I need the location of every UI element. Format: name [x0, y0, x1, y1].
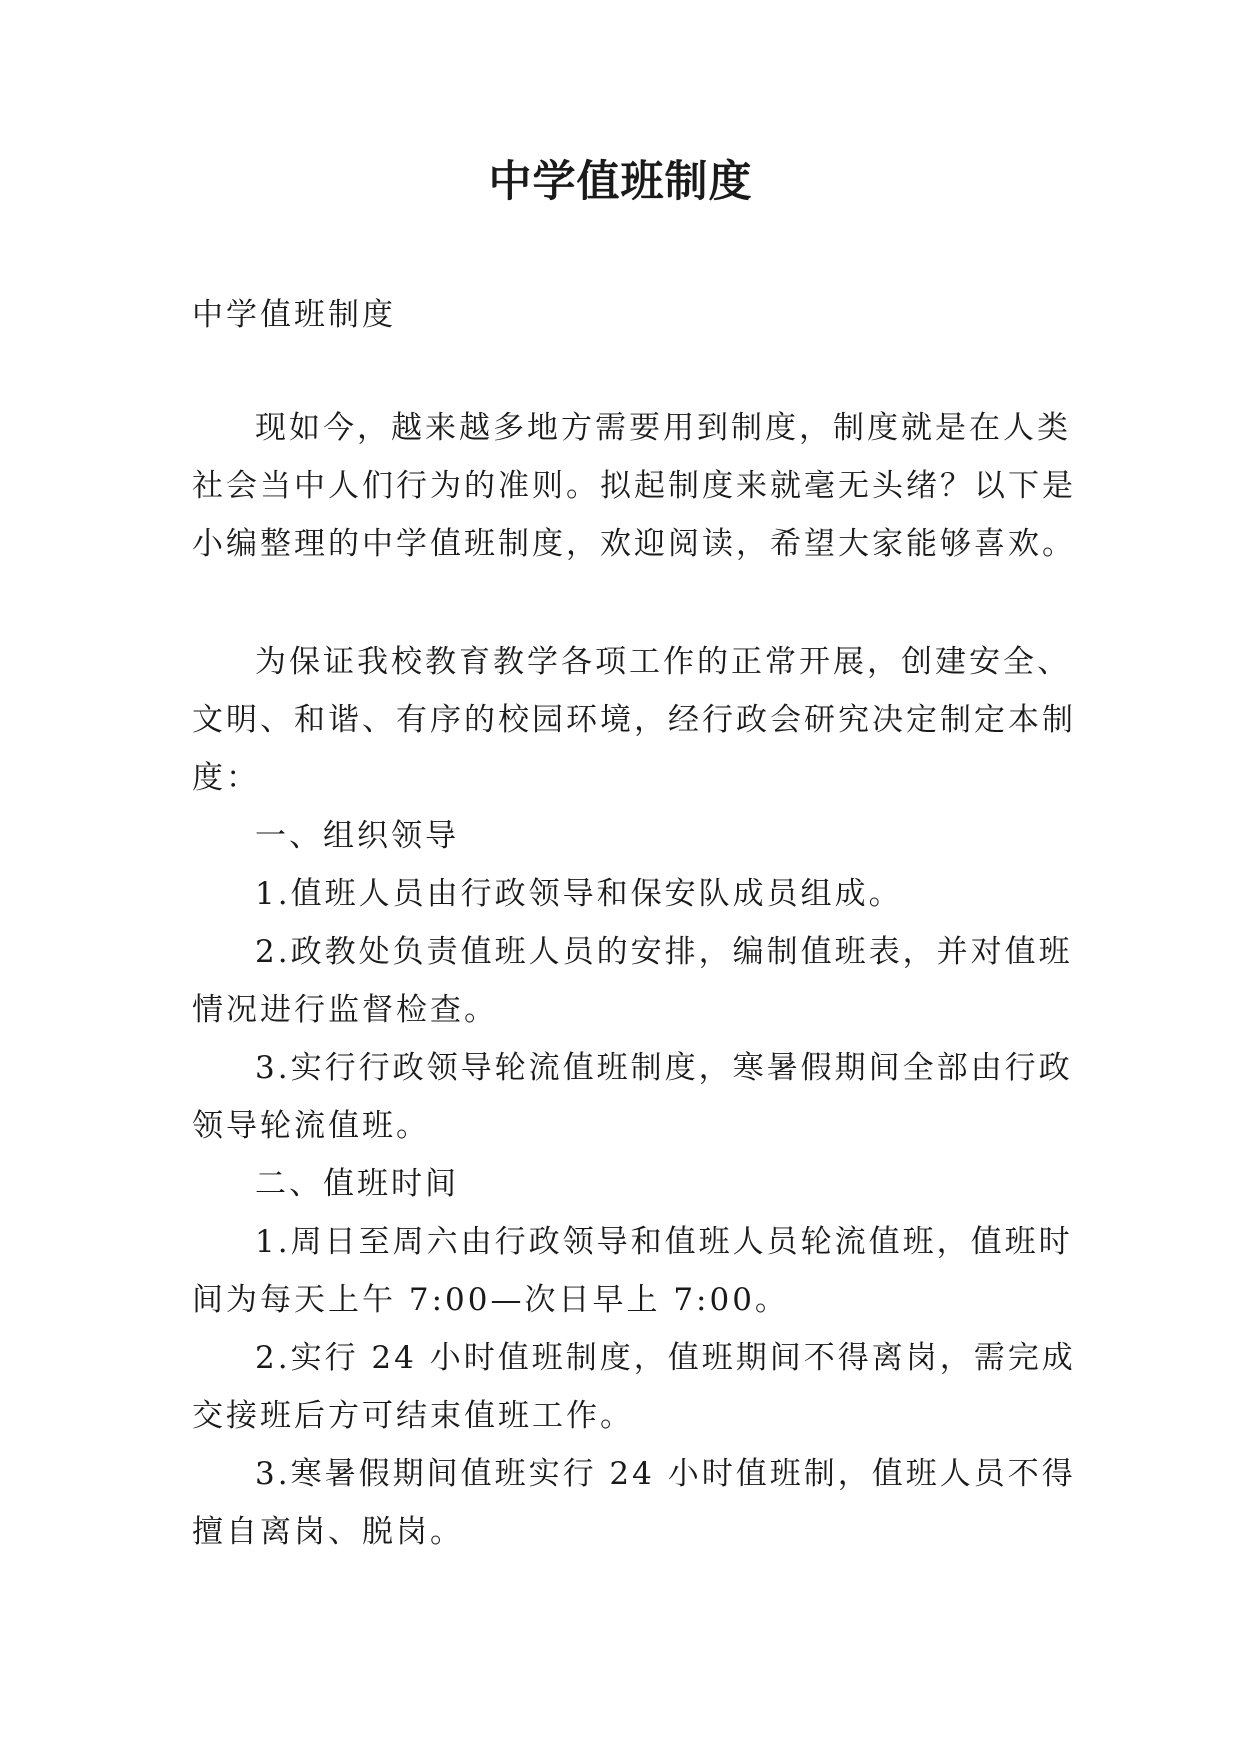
section2-item2-line2: 交接班后方可结束值班工作。	[192, 1398, 634, 1434]
section1-item3-line2: 领导轮流值班。	[192, 1108, 430, 1144]
section2-item1-line1: 1.周日至周六由行政领导和值班人员轮流值班，值班时	[255, 1224, 1073, 1260]
preamble-line-2: 文明、和谐、有序的校园环境，经行政会研究决定制定本制	[192, 702, 1076, 738]
section2-item3-line2: 擅自离岗、脱岗。	[192, 1514, 464, 1550]
section-heading-1: 一、组织领导	[255, 818, 459, 854]
section1-item2-line2: 情况进行监督检查。	[192, 992, 498, 1028]
preamble-line-1: 为保证我校教育教学各项工作的正常开展，创建安全、	[255, 644, 1071, 680]
intro-line-3: 小编整理的中学值班制度，欢迎阅读，希望大家能够喜欢。	[192, 526, 1076, 562]
document-title: 中学值班制度	[488, 157, 753, 207]
section2-item2-line1: 2.实行 24 小时值班制度，值班期间不得离岗，需完成	[255, 1340, 1076, 1376]
section2-item1-line2: 间为每天上午 7:00—次日早上 7:00。	[192, 1282, 789, 1318]
section1-item3-line1: 3.实行行政领导轮流值班制度，寒暑假期间全部由行政	[255, 1050, 1073, 1086]
section1-item2-line1: 2.政教处负责值班人员的安排，编制值班表，并对值班	[255, 934, 1073, 970]
document-subtitle: 中学值班制度	[192, 297, 396, 333]
section2-item3-line1: 3.寒暑假期间值班实行 24 小时值班制，值班人员不得	[255, 1456, 1076, 1492]
section-heading-2: 二、值班时间	[255, 1166, 459, 1202]
preamble-line-3: 度：	[192, 760, 260, 796]
intro-line-2: 社会当中人们行为的准则。拟起制度来就毫无头绪？以下是	[192, 468, 1076, 504]
intro-line-1: 现如今，越来越多地方需要用到制度，制度就是在人类	[255, 410, 1071, 446]
section1-item1: 1.值班人员由行政领导和保安队成员组成。	[255, 876, 903, 912]
